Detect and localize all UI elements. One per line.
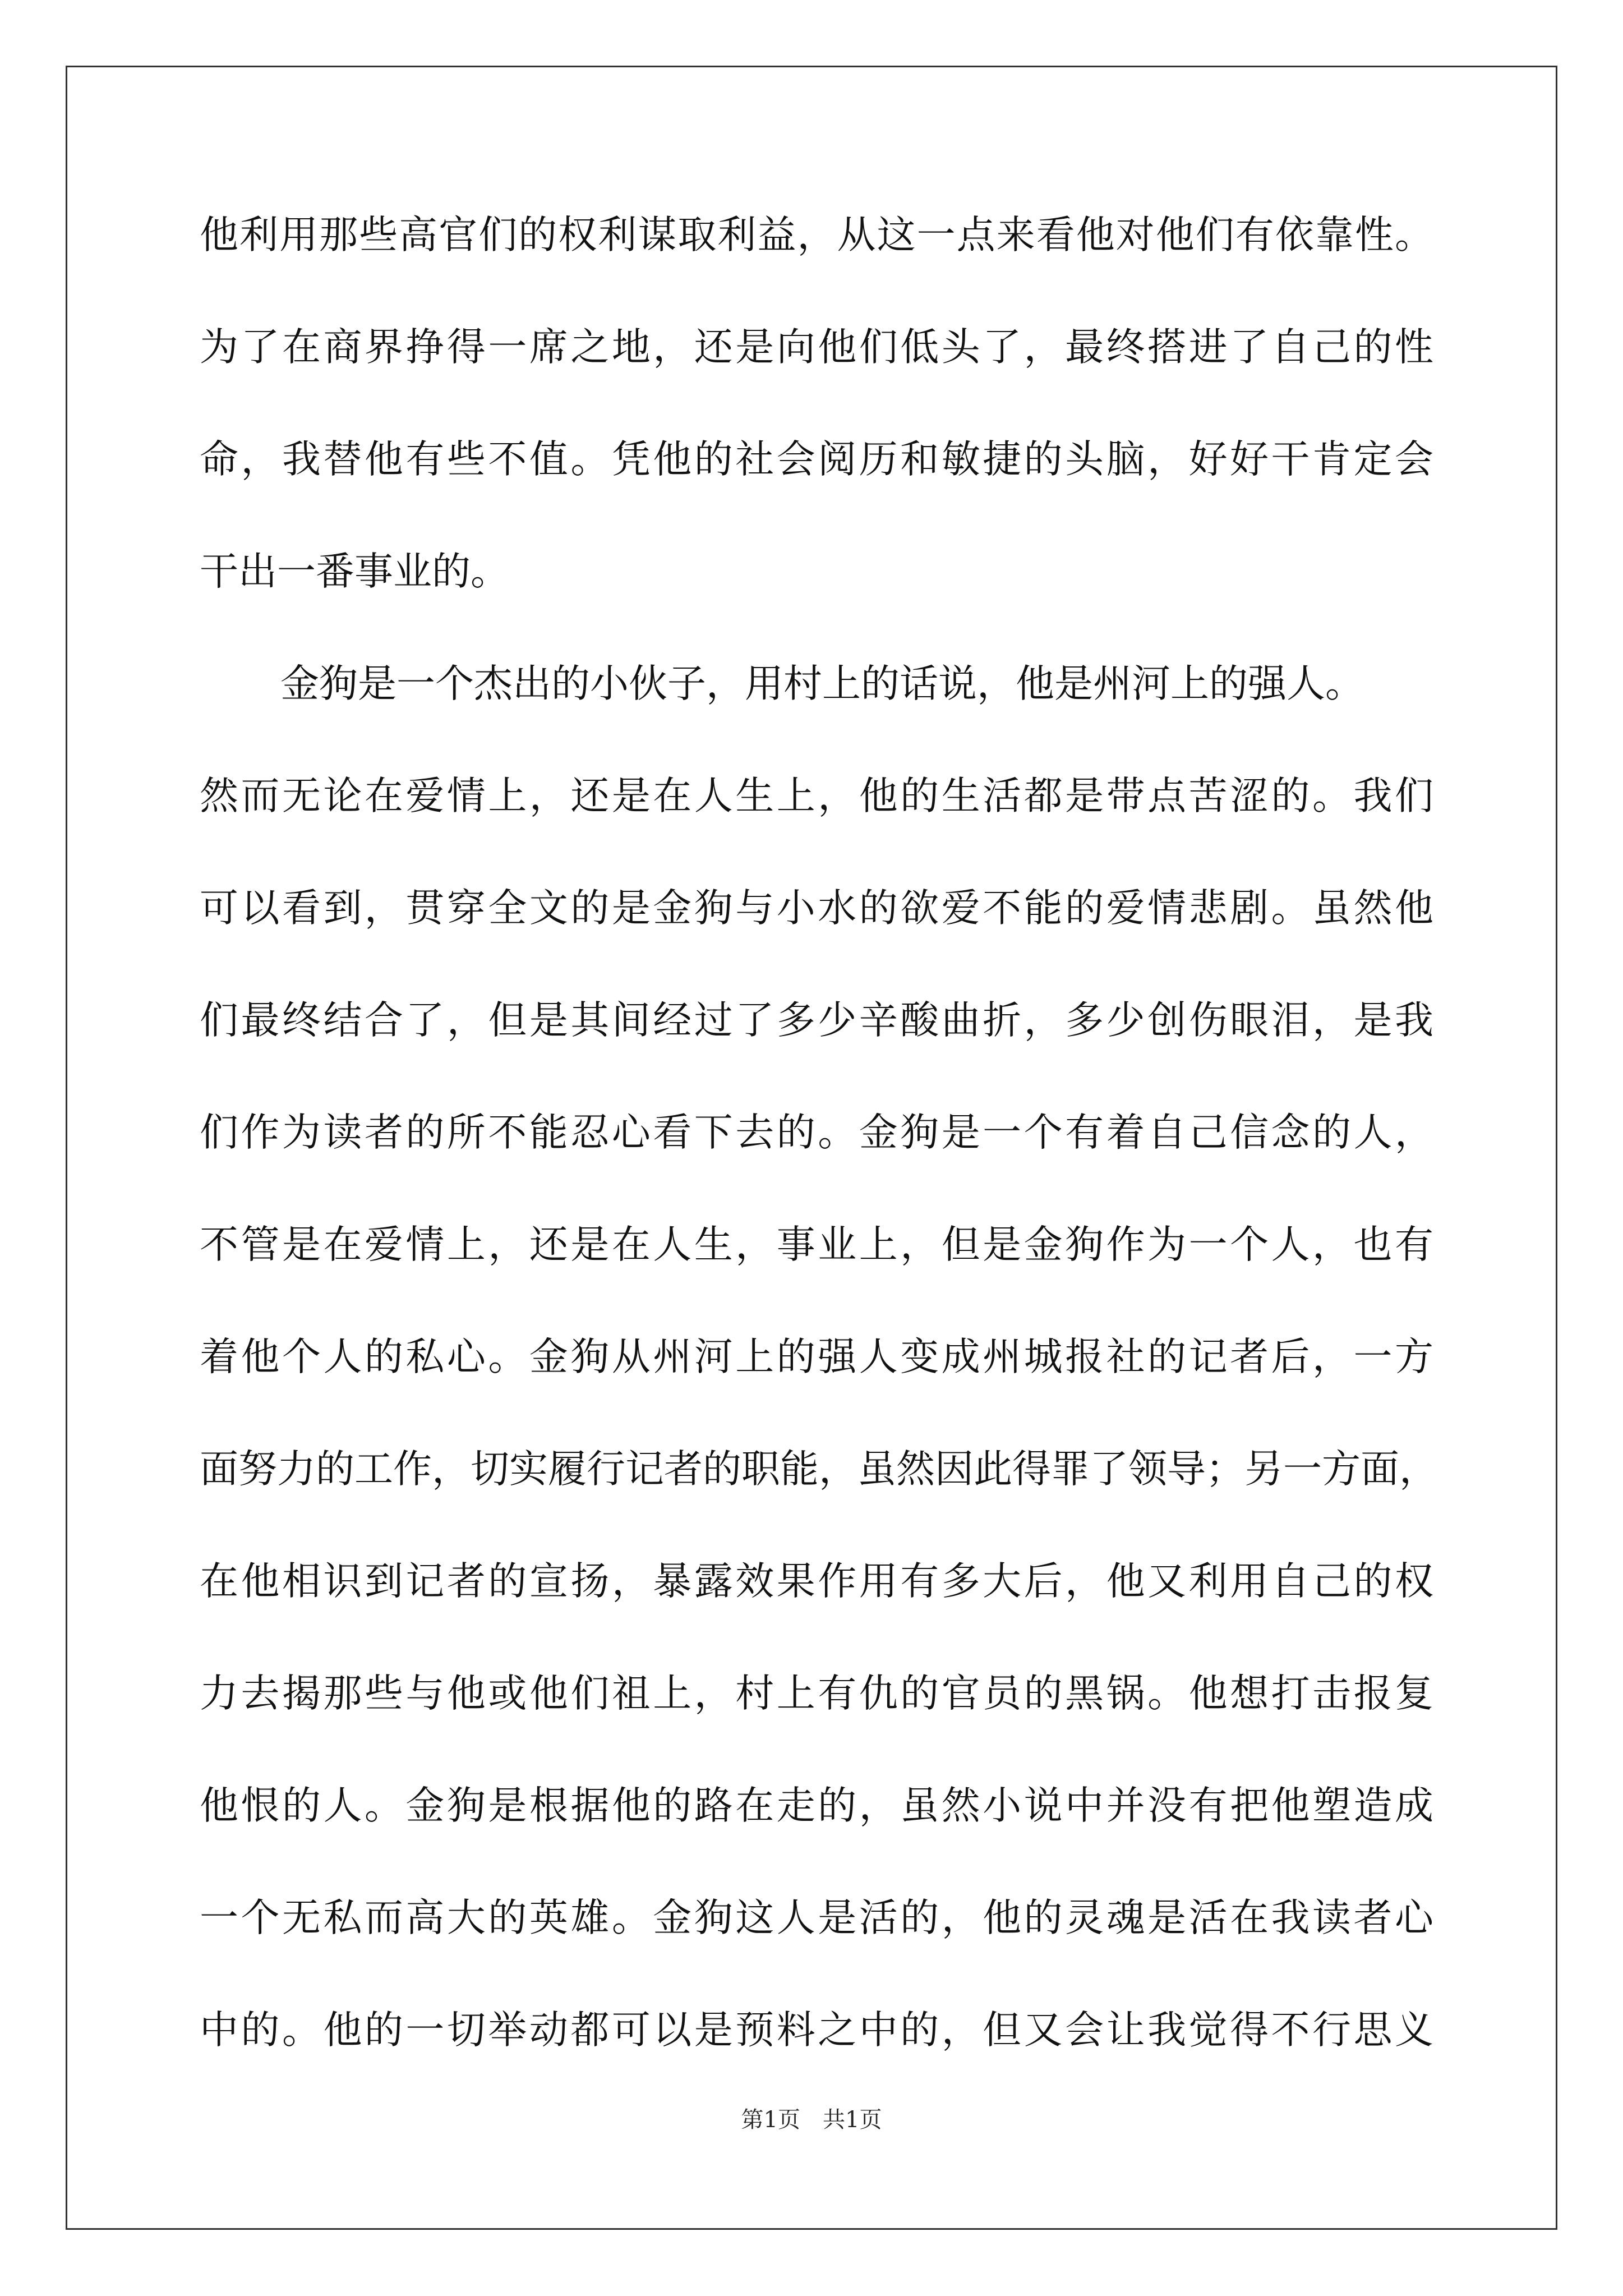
text-line: 命，我替他有些不值。凭他的社会阅历和敏捷的头脑，好好干肯定会 <box>200 437 1433 482</box>
text-line: 在他相识到记者的宣扬，暴露效果作用有多大后，他又利用自己的权 <box>200 1559 1433 1604</box>
text-line: 们最终结合了，但是其间经过了多少辛酸曲折，多少创伤眼泪，是我 <box>200 998 1433 1043</box>
text-line: 不管是在爱情上，还是在人生，事业上，但是金狗作为一个人，也有 <box>200 1222 1433 1267</box>
text-line: 力去揭那些与他或他们祖上，村上有仇的官员的黑锅。他想打击报复 <box>200 1671 1433 1716</box>
text-line: 一个无私而高大的英雄。金狗这人是活的，他的灵魂是活在我读者心 <box>200 1895 1433 1940</box>
text-line: 干出一番事业的。 <box>200 549 509 594</box>
text-line: 为了在商界挣得一席之地，还是向他们低头了，最终搭进了自己的性 <box>200 325 1433 370</box>
text-line: 他恨的人。金狗是根据他的路在走的，虽然小说中并没有把他塑造成 <box>200 1783 1433 1828</box>
text-line: 中的。他的一切举动都可以是预料之中的，但又会让我觉得不行思义 <box>200 2008 1433 2053</box>
text-line: 着他个人的私心。金狗从州河上的强人变成州城报社的记者后，一方 <box>200 1335 1433 1379</box>
page-footer <box>0 2103 1623 2137</box>
text-line: 他利用那些高官们的权利谋取利益，从这一点来看他对他们有依靠性。 <box>200 213 1433 257</box>
page-total: 共1页 <box>823 2107 882 2133</box>
text-line: 金狗是一个杰出的小伙子，用村上的话说，他是州河上的强人。 <box>280 661 1364 706</box>
text-line: 们作为读者的所不能忍心看下去的。金狗是一个有着自己信念的人， <box>200 1110 1433 1155</box>
text-line: 然而无论在爱情上，还是在人生上，他的生活都是带点苦涩的。我们 <box>200 774 1433 818</box>
page-number: 第1页 <box>741 2107 800 2133</box>
text-line: 面努力的工作，切实履行记者的职能，虽然因此得罪了领导；另一方面， <box>200 1447 1438 1492</box>
text-line: 可以看到，贯穿全文的是金狗与小水的欲爱不能的爱情悲剧。虽然他 <box>200 886 1433 931</box>
